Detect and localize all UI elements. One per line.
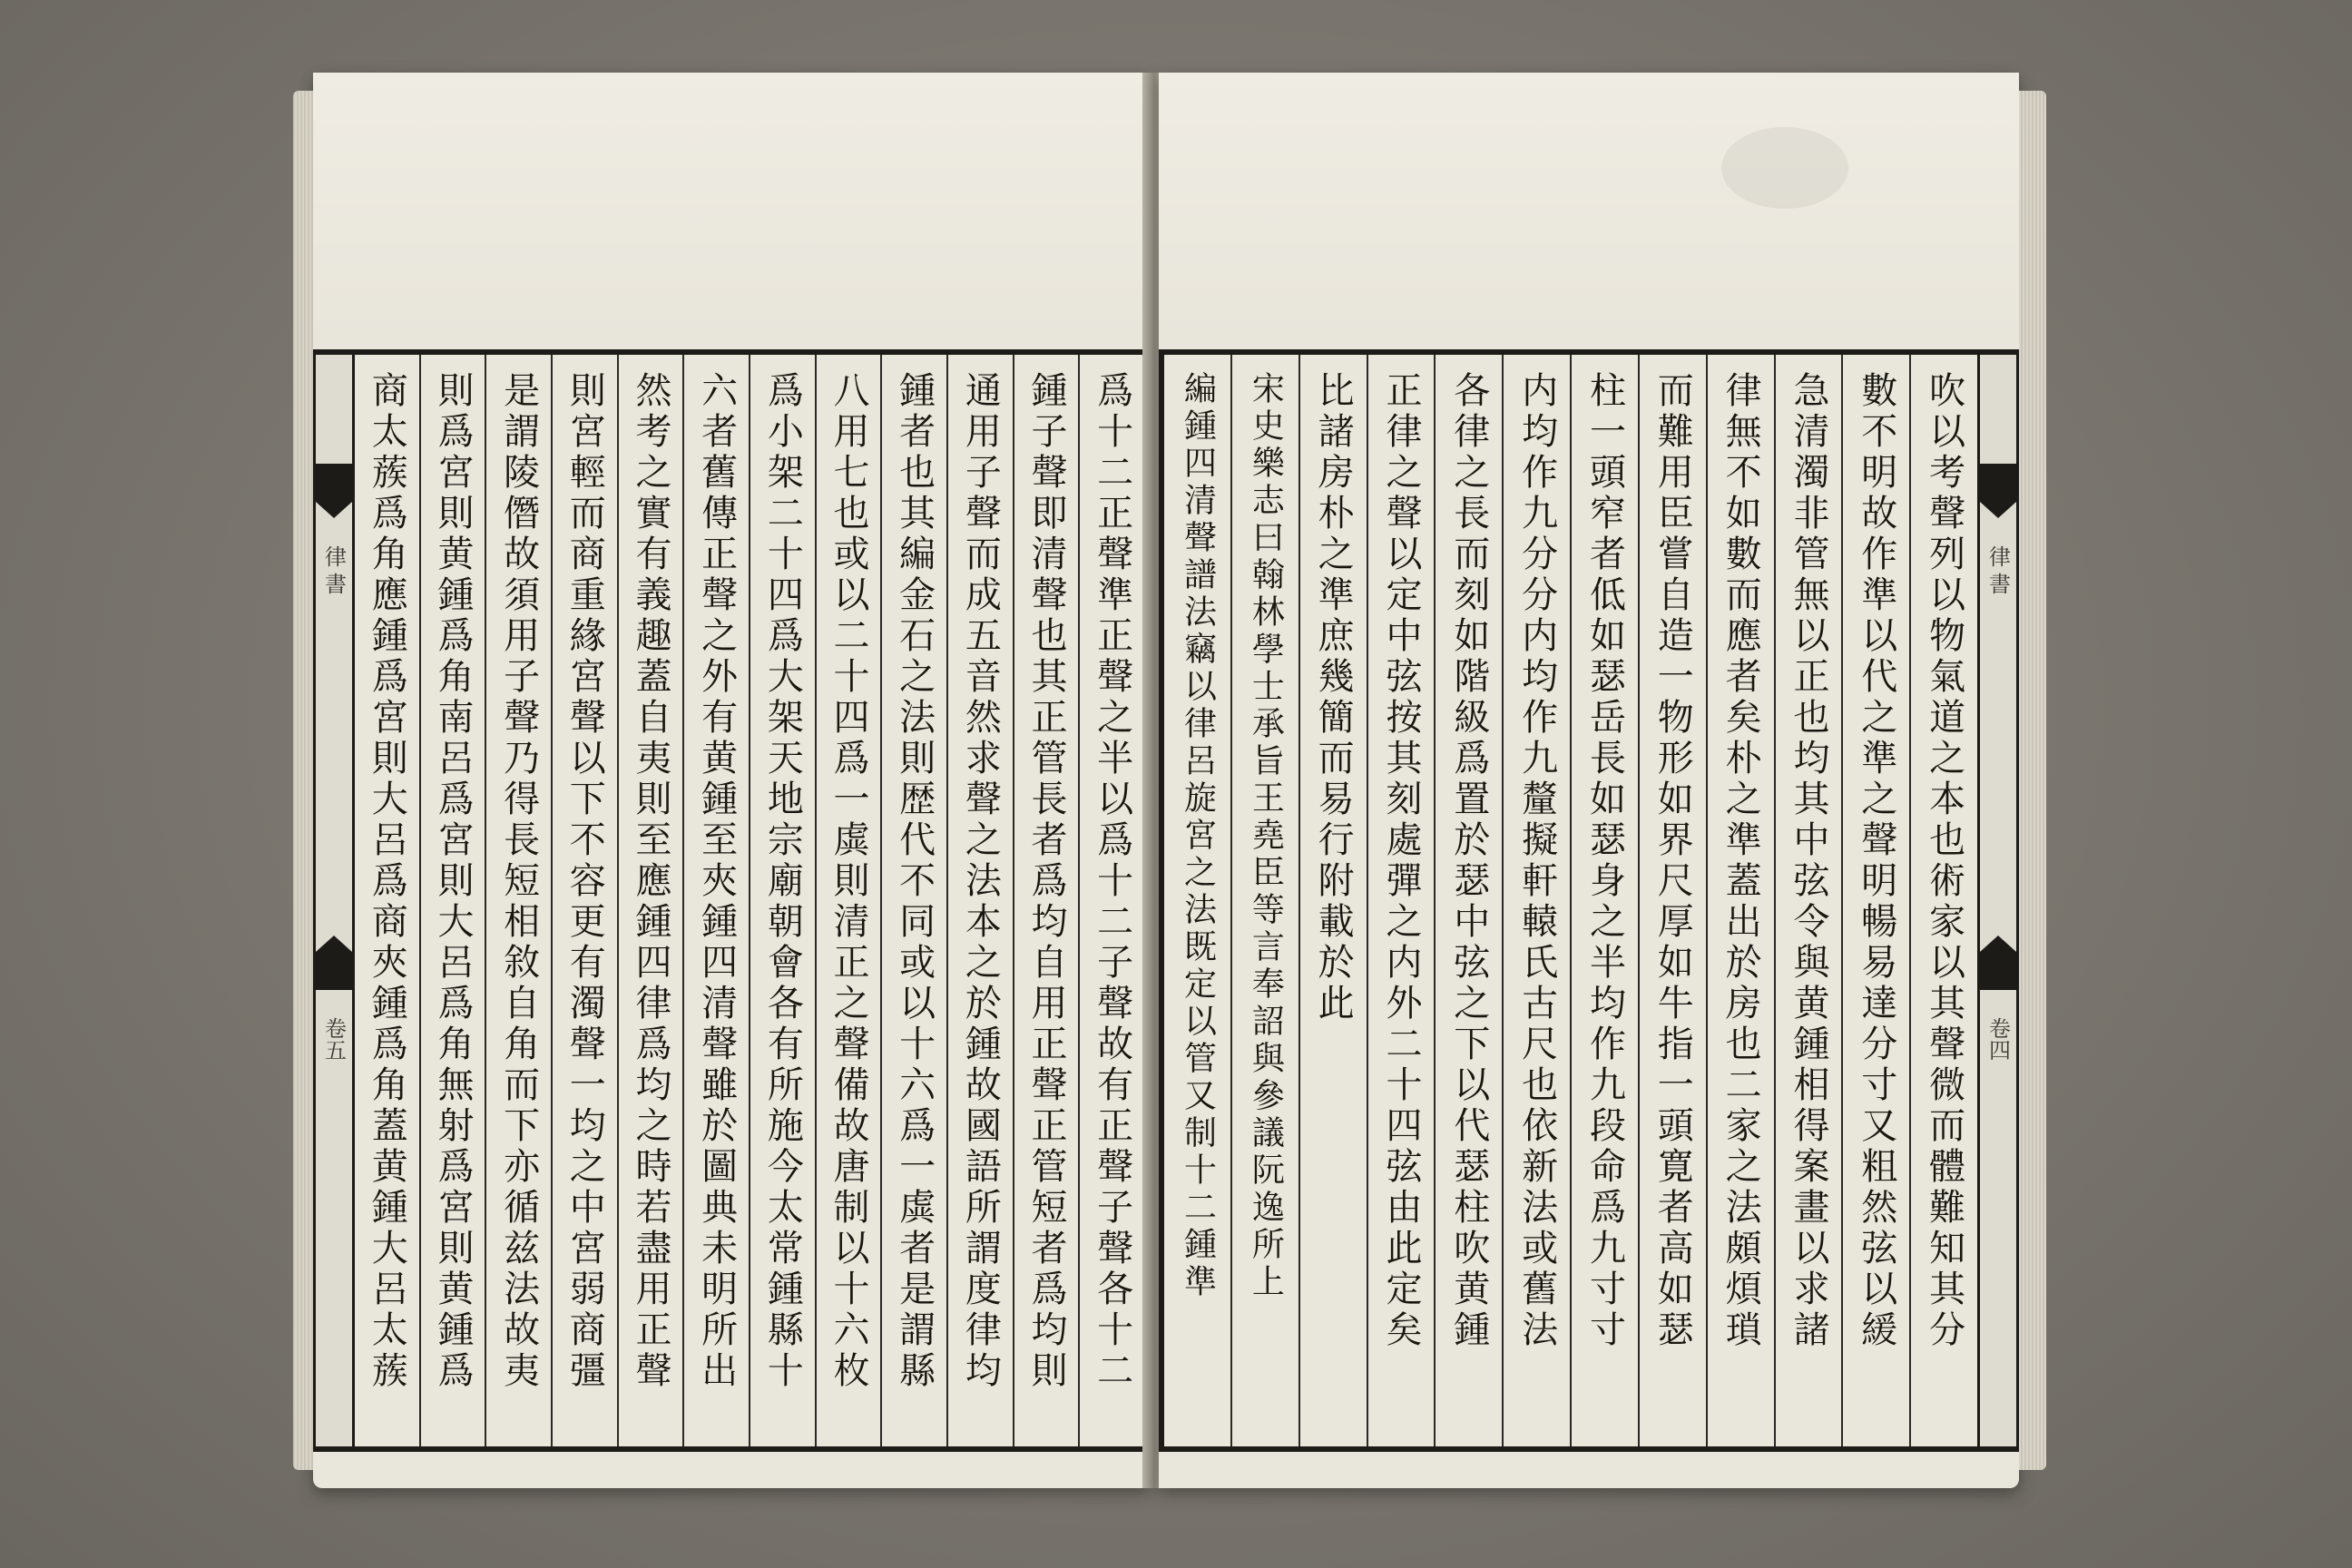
text-column: 律無不如數而應者矣朴之準蓋出於房也二家之法頗煩瑣 [1706, 355, 1774, 1446]
text-column: 爲小架二十四爲大架天地宗廟朝會各有所施今太常鍾縣十 [749, 355, 815, 1446]
text-column: 則宮輕而商重緣宮聲以下不容更有濁聲一均之中宮弱商彊 [551, 355, 617, 1446]
left-page-columns [355, 355, 1144, 1446]
fish-tail-mark-icon [316, 464, 352, 518]
left-page-center-strip [313, 355, 355, 1446]
right-page-folio: 卷四 [1984, 1017, 2011, 1061]
right-page [1159, 73, 2019, 1488]
text-column: 編鍾四清聲譜法竊以律呂旋宮之法既定以管又制十二鍾準 [1179, 371, 1217, 1301]
text-column: 是謂陵僭故須用子聲乃得長短相敘自角而下亦循兹法故夷 [485, 355, 551, 1446]
text-column: 數不明故作準以代之準之聲明暢易達分寸又粗然弦以緩 [1841, 355, 1909, 1446]
text-column: 吹以考聲列以物氣道之本也術家以其聲微而體難知其分 [1909, 355, 1977, 1446]
text-column: 六者舊傳正聲之外有黄鍾至夾鍾四清聲雖於圖典未明所出 [682, 355, 749, 1446]
text-column: 内均作九分分内均作九釐擬軒轅氏古尺也依新法或舊法 [1502, 355, 1570, 1446]
left-page [313, 73, 1150, 1488]
left-page-text-frame [313, 349, 1150, 1452]
left-page-edge [293, 91, 313, 1470]
right-page-book-title: 律書 [1984, 545, 2011, 600]
fish-tail-mark-icon [316, 936, 352, 990]
left-page-upper-margin [313, 73, 1150, 345]
text-column: 宋史樂志曰翰林學士承旨王堯臣等言奉詔與參議阮逸所上 [1230, 355, 1298, 1446]
text-column: 各律之長而刻如階級爲置於瑟中弦之下以代瑟柱吹黄鍾 [1434, 355, 1502, 1446]
text-column: 然考之實有義趣蓋自夷則至應鍾四律爲均之時若盡用正聲 [617, 355, 683, 1446]
text-column: 八用七也或以二十四爲一虡則清正之聲備故唐制以十六枚 [815, 355, 881, 1446]
left-page-book-title: 律書 [320, 545, 347, 600]
text-column: 則爲宮則黄鍾爲角南呂爲宮則大呂爲角無射爲宮則黄鍾爲 [419, 355, 485, 1446]
right-page-columns [1164, 355, 1977, 1446]
text-column: 正律之聲以定中弦按其刻處彈之内外二十四弦由此定矣 [1367, 355, 1435, 1446]
right-page-upper-margin [1159, 73, 2019, 345]
text-column: 商太蔟爲角應鍾爲宮則大呂爲商夾鍾爲角蓋黄鍾大呂太蔟 [366, 371, 408, 1392]
fish-tail-mark-icon [1980, 464, 2016, 518]
paper-stain [1721, 127, 1848, 209]
text-column: 而難用臣嘗自造一物形如界尺厚如牛指一頭寛者高如瑟 [1638, 355, 1706, 1446]
text-column: 比諸房朴之準庶幾簡而易行附載於此 [1298, 355, 1367, 1446]
right-page-center-strip [1977, 355, 2019, 1446]
right-page-text-frame [1159, 349, 2019, 1452]
text-column: 鍾者也其編金石之法則歴代不同或以十六爲一虡者是謂縣 [880, 355, 946, 1446]
left-page-folio: 卷五 [320, 1017, 347, 1061]
open-book [313, 73, 2019, 1488]
text-column: 爲十二正聲準正聲之半以爲十二子聲故有正聲子聲各十二 [1078, 355, 1144, 1446]
text-column: 通用子聲而成五音然求聲之法本之於鍾故國語所謂度律均 [946, 355, 1013, 1446]
text-column: 鍾子聲即清聲也其正管長者爲均自用正聲正管短者爲均則 [1013, 355, 1079, 1446]
right-page-edge [2019, 91, 2046, 1470]
text-column: 急清濁非管無以正也均其中弦令與黄鍾相得案畫以求諸 [1774, 355, 1842, 1446]
text-column: 柱一頭窄者低如瑟岳長如瑟身之半均作九段命爲九寸寸 [1570, 355, 1638, 1446]
fish-tail-mark-icon [1980, 936, 2016, 990]
